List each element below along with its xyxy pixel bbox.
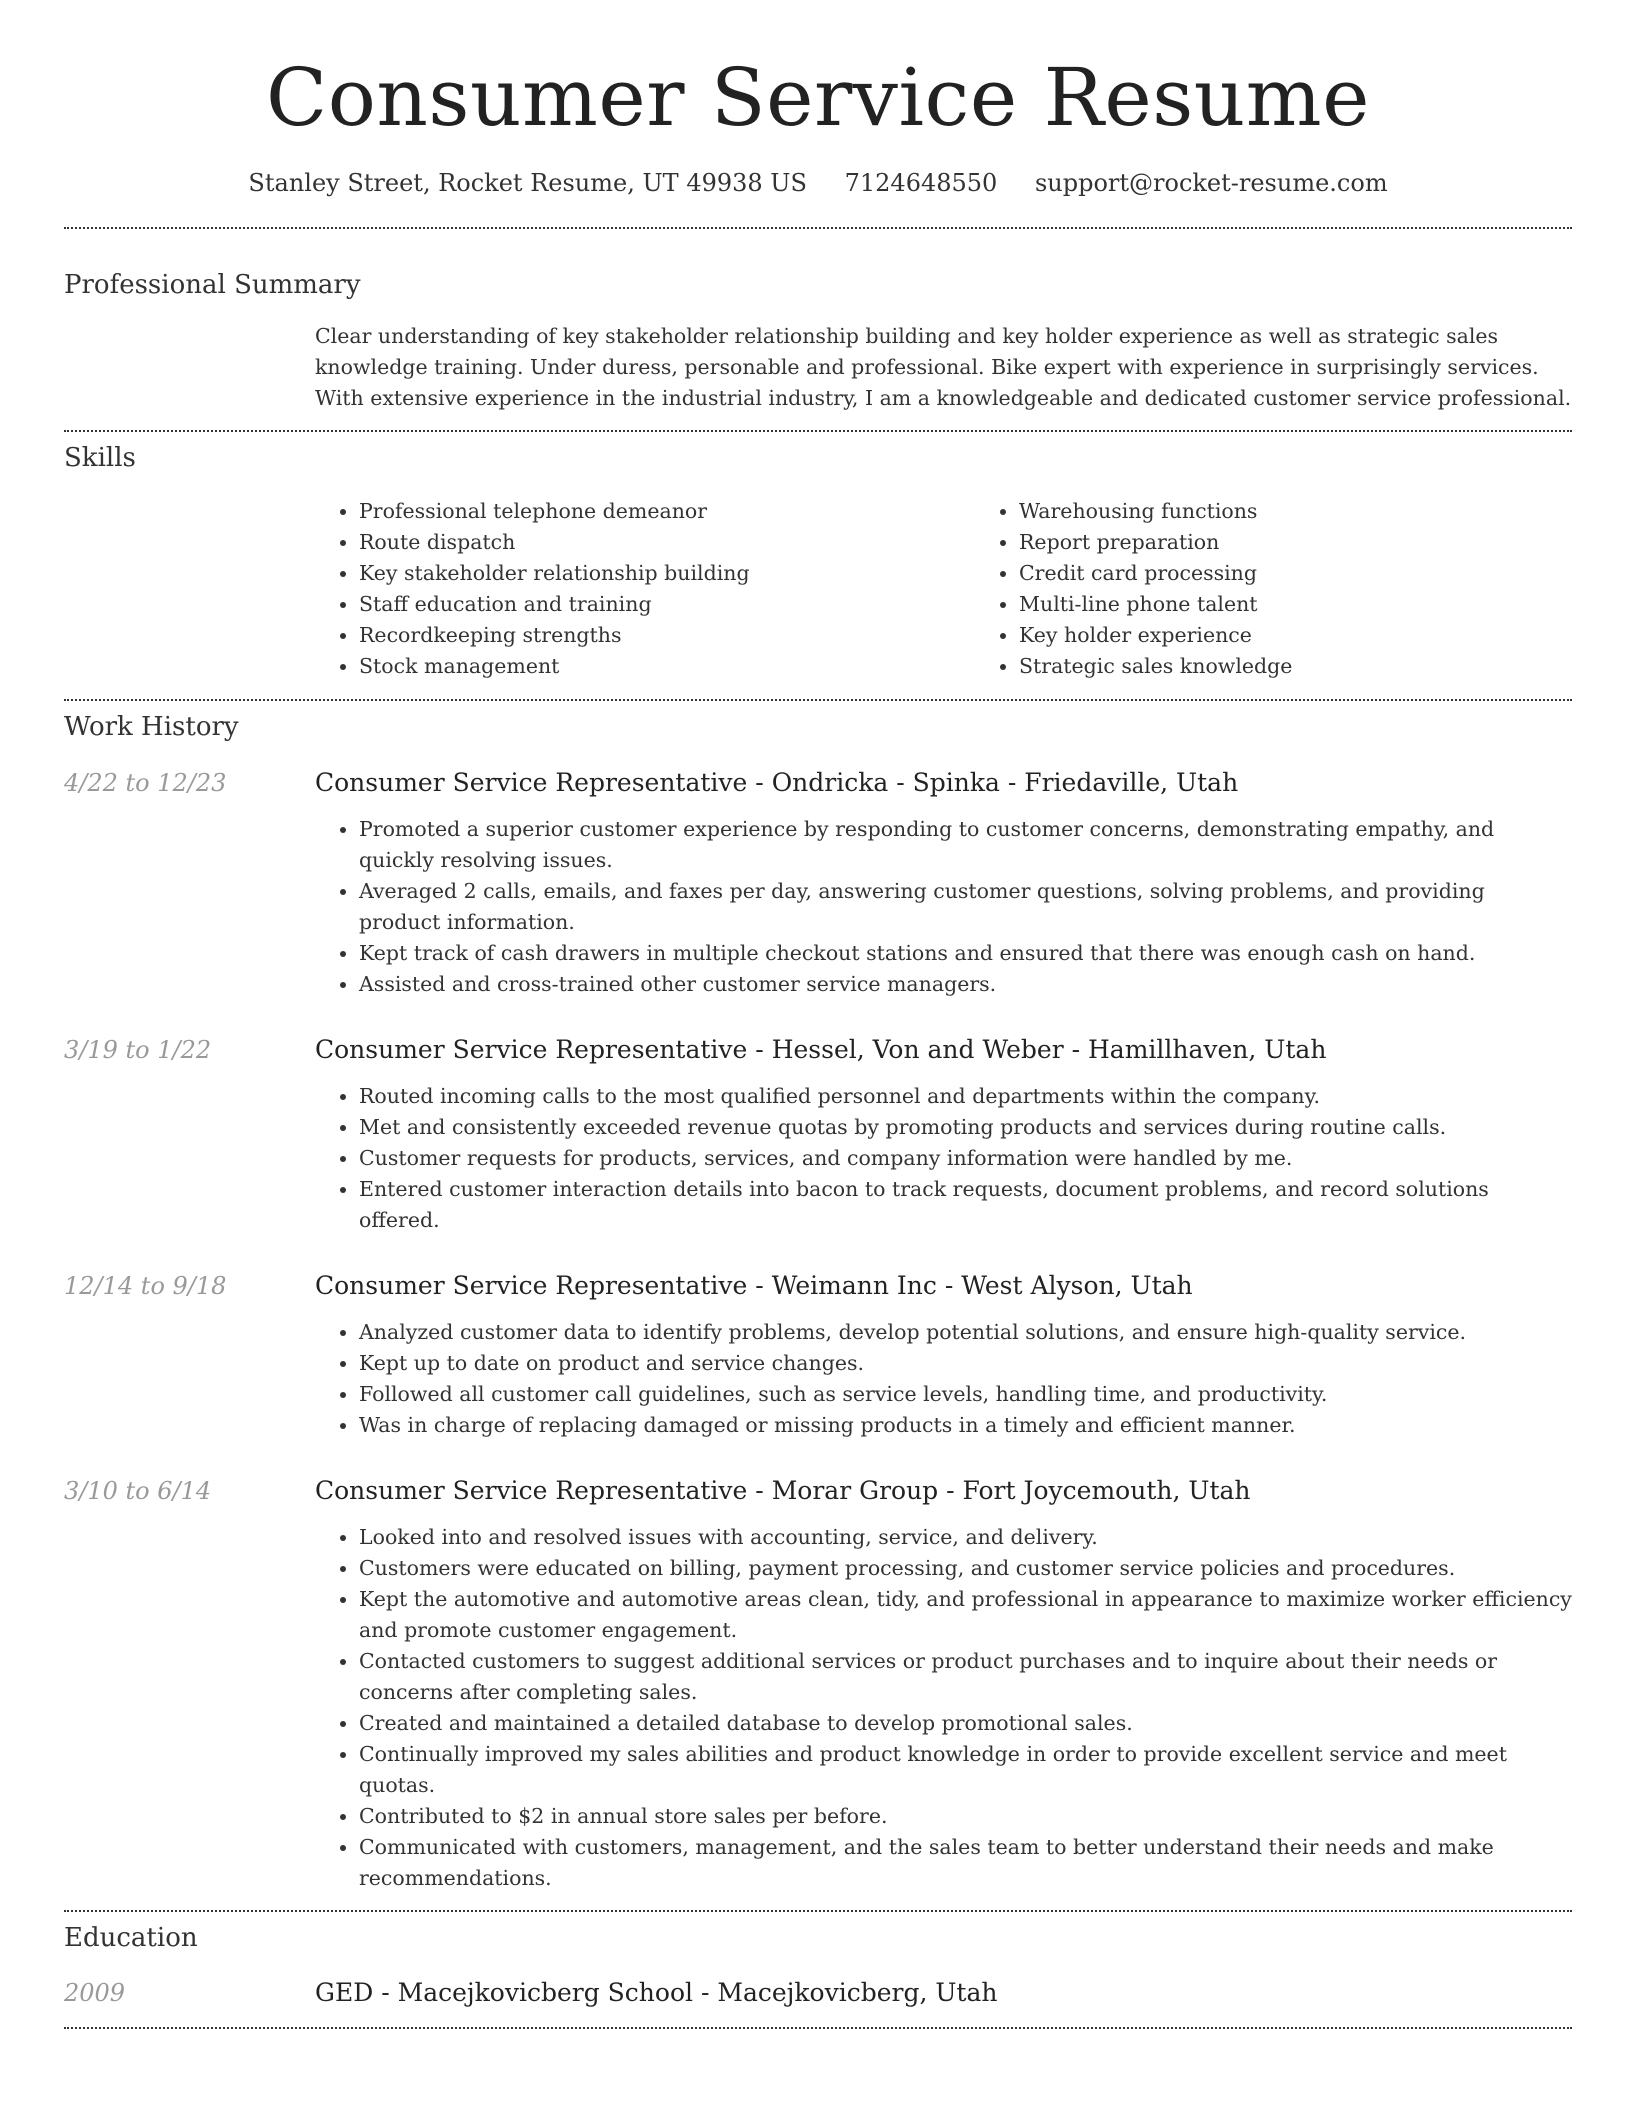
job-bullets bbox=[315, 1317, 1572, 1441]
job-bullet: • Customer requests for products, services, and company information were handled by me. bbox=[359, 1143, 1572, 1174]
job-bullet: • Averaged 2 calls, emails, and faxes per day, answering customer questions, solving problems, and providing product information. bbox=[359, 876, 1572, 938]
job-title: Consumer Service Representative - Weimann Inc - West Alyson, Utah bbox=[315, 1270, 1193, 1300]
job-bullet: • Kept the automotive and automotive areas clean, tidy, and professional in appearance to maximize worker efficiency and promote customer engagement. bbox=[359, 1584, 1572, 1646]
job-bullet: • Met and consistently exceeded revenue quotas by promoting products and services during routine calls. bbox=[359, 1112, 1572, 1143]
divider bbox=[64, 227, 1572, 229]
page-title: Consumer Service Resume bbox=[266, 51, 1370, 144]
skill-item: • Recordkeeping strengths bbox=[359, 620, 975, 651]
job-bullet: • Routed incoming calls to the most qualified personnel and departments within the company. bbox=[359, 1081, 1572, 1112]
summary-text: Clear understanding of key stakeholder relationship building and key holder experience as well as strategic sales knowledge training. Under duress, personable and professional. Bike expert with experience in surprisingly services. With extensive experience in the industrial industry, I am a knowledgeable and dedicated customer service professional. bbox=[315, 323, 1572, 410]
contact-line bbox=[64, 168, 1572, 199]
job-bullet: • Was in charge of replacing damaged or missing products in a timely and efficient manner. bbox=[359, 1410, 1572, 1441]
education-heading: Education bbox=[64, 1922, 198, 1953]
job-bullet: • Entered customer interaction details into bacon to track requests, document problems, and record solutions offered. bbox=[359, 1174, 1572, 1236]
divider bbox=[64, 1910, 1572, 1912]
skill-item: • Multi-line phone talent bbox=[1019, 589, 1632, 620]
job-bullet: • Assisted and cross-trained other customer service managers. bbox=[359, 969, 1572, 1000]
summary-heading: Professional Summary bbox=[64, 270, 361, 301]
skills-heading: Skills bbox=[64, 442, 136, 473]
skill-item: • Stock management bbox=[359, 651, 975, 682]
work-heading: Work History bbox=[64, 711, 239, 742]
contact-email: support@rocket-resume.com bbox=[1034, 169, 1388, 197]
job-bullet: • Customers were educated on billing, payment processing, and customer service policies and procedures. bbox=[359, 1553, 1572, 1584]
job-dates: 3/10 to 6/14 bbox=[64, 1476, 212, 1505]
job-bullets bbox=[315, 1081, 1572, 1236]
divider bbox=[64, 699, 1572, 701]
job-bullet: • Kept up to date on product and service changes. bbox=[359, 1348, 1572, 1379]
job-title: Consumer Service Representative - Morar Group - Fort Joycemouth, Utah bbox=[315, 1475, 1251, 1505]
divider bbox=[64, 2027, 1572, 2029]
job-bullet: • Kept track of cash drawers in multiple checkout stations and ensured that there was enough cash on hand. bbox=[359, 938, 1572, 969]
summary-row bbox=[64, 321, 1572, 414]
skills-list-left bbox=[315, 496, 975, 682]
job-bullet: • Analyzed customer data to identify problems, develop potential solutions, and ensure high-quality service. bbox=[359, 1317, 1572, 1348]
education-entry bbox=[64, 1977, 1572, 2009]
job-entry bbox=[64, 767, 1572, 1000]
job-title: Consumer Service Representative - Ondricka - Spinka - Friedaville, Utah bbox=[315, 767, 1239, 797]
skill-item: • Credit card processing bbox=[1019, 558, 1632, 589]
contact-address: Stanley Street, Rocket Resume, UT 49938 US bbox=[248, 169, 807, 197]
skill-item: • Strategic sales knowledge bbox=[1019, 651, 1632, 682]
education-title: GED - Macejkovicberg School - Macejkovicberg, Utah bbox=[315, 1978, 998, 2008]
divider bbox=[64, 430, 1572, 432]
job-bullet: • Contributed to $2 in annual store sales per before. bbox=[359, 1801, 1572, 1832]
job-bullets bbox=[315, 814, 1572, 1000]
job-bullet: • Continually improved my sales abilities and product knowledge in order to provide excellent service and meet quotas. bbox=[359, 1739, 1572, 1801]
job-title: Consumer Service Representative - Hessel, Von and Weber - Hamillhaven, Utah bbox=[315, 1034, 1327, 1064]
job-dates: 4/22 to 12/23 bbox=[64, 768, 227, 797]
skills-list-right bbox=[975, 496, 1632, 682]
job-dates: 3/19 to 1/22 bbox=[64, 1035, 212, 1064]
job-bullet: • Contacted customers to suggest additional services or product purchases and to inquire about their needs or concerns after completing sales. bbox=[359, 1646, 1572, 1708]
job-bullet: • Communicated with customers, management, and the sales team to better understand their needs and make recommendations. bbox=[359, 1832, 1572, 1894]
job-entry bbox=[64, 1034, 1572, 1236]
job-entry bbox=[64, 1270, 1572, 1441]
skill-item: • Key holder experience bbox=[1019, 620, 1632, 651]
education-year: 2009 bbox=[64, 1979, 126, 2008]
job-bullets bbox=[315, 1522, 1572, 1894]
skill-item: • Warehousing functions bbox=[1019, 496, 1632, 527]
skill-item: • Professional telephone demeanor bbox=[359, 496, 975, 527]
job-bullet: • Followed all customer call guidelines, such as service levels, handling time, and productivity. bbox=[359, 1379, 1572, 1410]
skills-row bbox=[64, 496, 1572, 682]
job-bullet: • Looked into and resolved issues with accounting, service, and delivery. bbox=[359, 1522, 1572, 1553]
resume-page bbox=[64, 0, 1572, 2029]
job-dates: 12/14 to 9/18 bbox=[64, 1271, 227, 1300]
skill-item: • Staff education and training bbox=[359, 589, 975, 620]
job-bullet: • Promoted a superior customer experience by responding to customer concerns, demonstrating empathy, and quickly resolving issues. bbox=[359, 814, 1572, 876]
skill-item: • Key stakeholder relationship building bbox=[359, 558, 975, 589]
skill-item: • Route dispatch bbox=[359, 527, 975, 558]
job-bullet: • Created and maintained a detailed database to develop promotional sales. bbox=[359, 1708, 1572, 1739]
skill-item: • Report preparation bbox=[1019, 527, 1632, 558]
contact-phone: 7124648550 bbox=[844, 169, 998, 197]
job-entry bbox=[64, 1475, 1572, 1894]
